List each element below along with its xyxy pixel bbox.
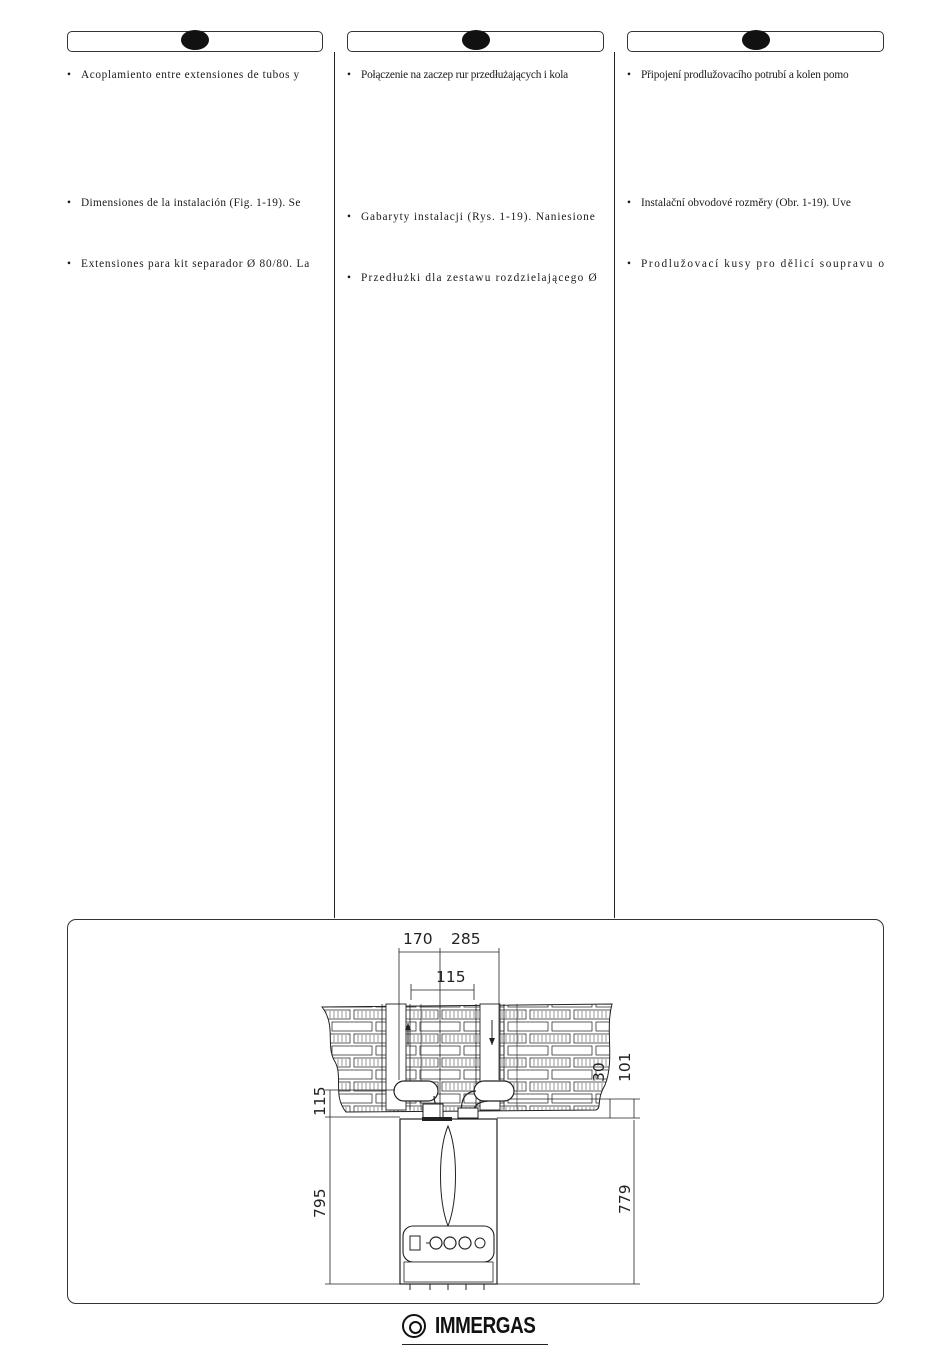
bullet-cz-dimensions: • Instalační obvodové rozměry (Obr. 1-19). Uve [641, 196, 851, 210]
brand-logo [402, 1311, 548, 1344]
dim-label-30: 30 [590, 1062, 608, 1082]
logo-underline [402, 1344, 548, 1345]
dim-label-285: 285 [451, 930, 481, 948]
bullet-cz-extensions: • Prodlužovací kusy pro dělicí soupravu o [641, 257, 886, 271]
brand-name: IMMERGAS [435, 1312, 536, 1338]
bullet-es-extensions: • Extensiones para kit separador Ø 80/80. La [81, 257, 310, 271]
dim-label-795: 795 [311, 1188, 329, 1218]
logo-ring-icon [402, 1314, 426, 1338]
bullet-pl-extensions: • Przedłużki dla zestawu rozdzielającego Ø [361, 271, 598, 285]
dim-label-115-inner: 115 [436, 968, 466, 986]
bullet-es-dimensions: • Dimensiones de la instalación (Fig. 1-19). Se [81, 196, 301, 210]
dim-label-101: 101 [616, 1052, 634, 1082]
dim-label-115-left: 115 [311, 1086, 329, 1116]
dim-label-170: 170 [403, 930, 433, 948]
bullet-es-coupling: • Acoplamiento entre extensiones de tubos y [81, 68, 300, 82]
wall-section [322, 1004, 612, 1112]
bullet-pl-dimensions: • Gabaryty instalacji (Rys. 1-19). Naniesione [361, 210, 596, 224]
boiler-unit [400, 1117, 497, 1290]
bullet-cz-coupling: • Připojení prodlužovacího potrubí a kolen pomo [641, 68, 849, 82]
dim-label-779: 779 [616, 1184, 634, 1214]
bullet-pl-coupling: • Połączenie na zaczep rur przedłużających i kola [361, 68, 568, 82]
